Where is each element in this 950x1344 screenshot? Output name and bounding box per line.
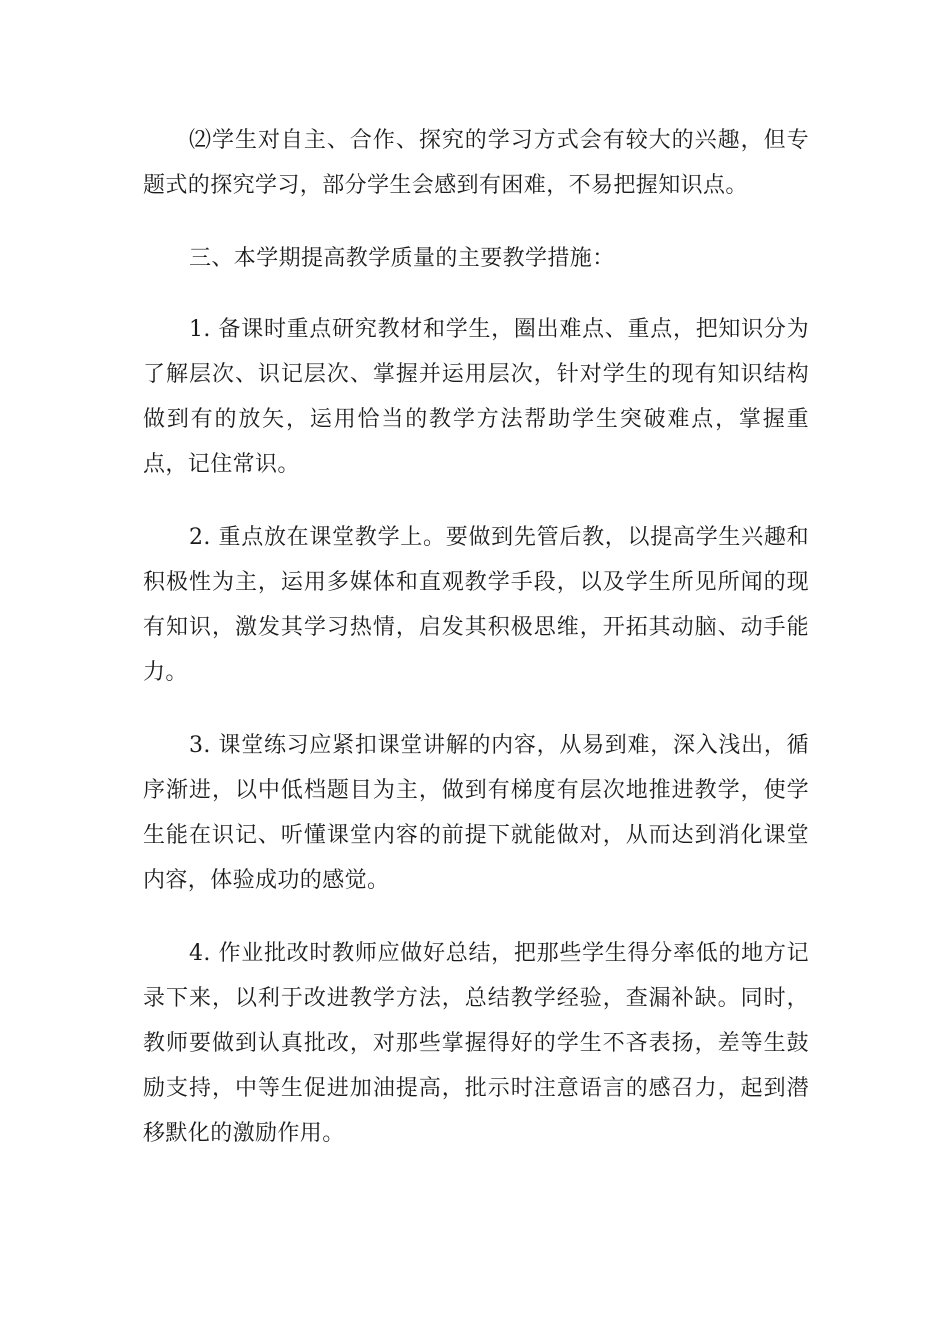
measure-item-4: 4. 作业批改时教师应做好总结，把那些学生得分率低的地方记录下来，以利于改进教学方法，总结教学经验，查漏补缺。同时，教师要做到认真批改，对那些掌握得好的学生不吝表扬，差等生鼓励支持，中等生促进加油提高，批示时注意语言的感召力，起到潜移默化的激励作用。 bbox=[143, 941, 809, 1146]
section-heading-teaching-measures: 三、本学期提高教学质量的主要教学措施： bbox=[189, 246, 615, 271]
measure-item-2: 2. 重点放在课堂教学上。要做到先管后教，以提高学生兴趣和积极性为主，运用多媒体和直观教学手段，以及学生所见所闻的现有知识，激发其学习热情，启发其积极思维，开拓其动脑、动手能力。 bbox=[143, 525, 809, 685]
paragraph-student-interest: ⑵学生对自主、合作、探究的学习方式会有较大的兴趣，但专题式的探究学习，部分学生会感到有困难，不易把握知识点。 bbox=[143, 128, 809, 198]
document-body bbox=[143, 118, 809, 1184]
measure-item-1: 1. 备课时重点研究教材和学生，圈出难点、重点，把知识分为了解层次、识记层次、掌握并运用层次，针对学生的现有知识结构做到有的放矢，运用恰当的教学方法帮助学生突破难点，掌握重点，记住常识。 bbox=[143, 317, 809, 477]
measure-item-3: 3. 课堂练习应紧扣课堂讲解的内容，从易到难，深入浅出，循序渐进，以中低档题目为主，做到有梯度有层次地推进教学，使学生能在识记、听懂课堂内容的前提下就能做对，从而达到消化课堂内容，体验成功的感觉。 bbox=[143, 733, 809, 893]
